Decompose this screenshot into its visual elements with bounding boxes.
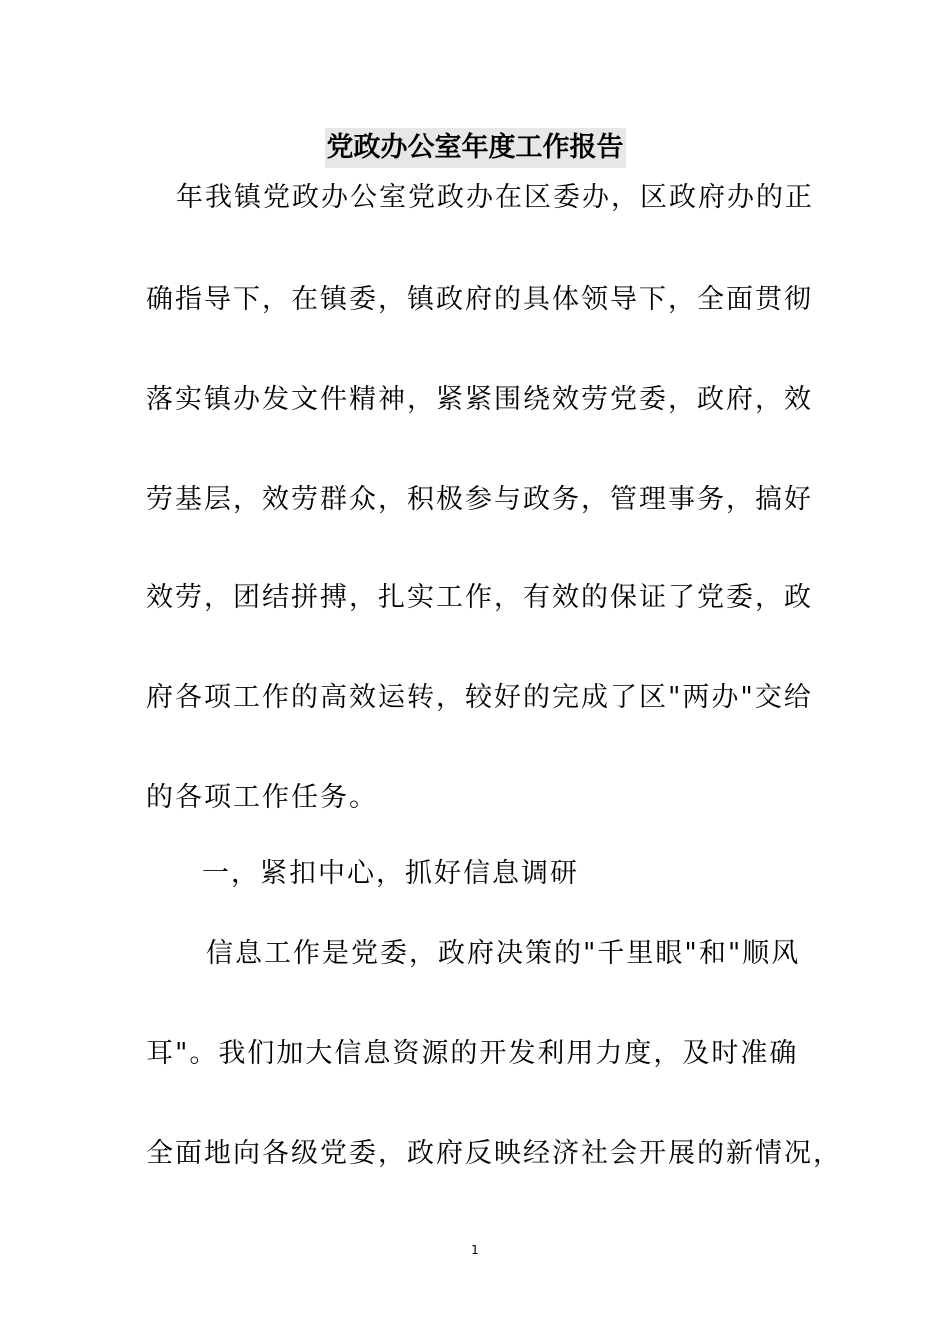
section-heading: 一，紧扣中心，抓好信息调研 bbox=[202, 858, 579, 889]
paragraph-line: 落实镇办发文件精神，紧紧围绕效劳党委，政府，效 bbox=[146, 384, 813, 415]
paragraph-line: 府各项工作的高效运转，较好的完成了区"两办"交给 bbox=[146, 682, 813, 713]
paragraph-line: 全面地向各级党委，政府反映经济社会开展的新情况， bbox=[146, 1138, 842, 1169]
document-title: 党政办公室年度工作报告 bbox=[325, 128, 626, 168]
paragraph-line: 确指导下，在镇委，镇政府的具体领导下，全面贯彻 bbox=[146, 284, 813, 315]
paragraph-line: 劳基层，效劳群众，积极参与政务，管理事务，搞好 bbox=[146, 484, 813, 515]
paragraph-line: 信息工作是党委，政府决策的"千里眼"和"顺风 bbox=[206, 938, 801, 969]
title-container bbox=[0, 128, 950, 168]
paragraph-line: 的各项工作任务。 bbox=[146, 782, 378, 813]
paragraph-line: 耳"。我们加大信息资源的开发利用力度，及时准确 bbox=[146, 1038, 799, 1069]
paragraph-line: 年我镇党政办公室党政办在区委办，区政府办的正 bbox=[176, 182, 814, 213]
page-number: 1 bbox=[471, 1243, 479, 1257]
paragraph-line: 效劳，团结拼搏，扎实工作，有效的保证了党委，政 bbox=[146, 582, 813, 613]
